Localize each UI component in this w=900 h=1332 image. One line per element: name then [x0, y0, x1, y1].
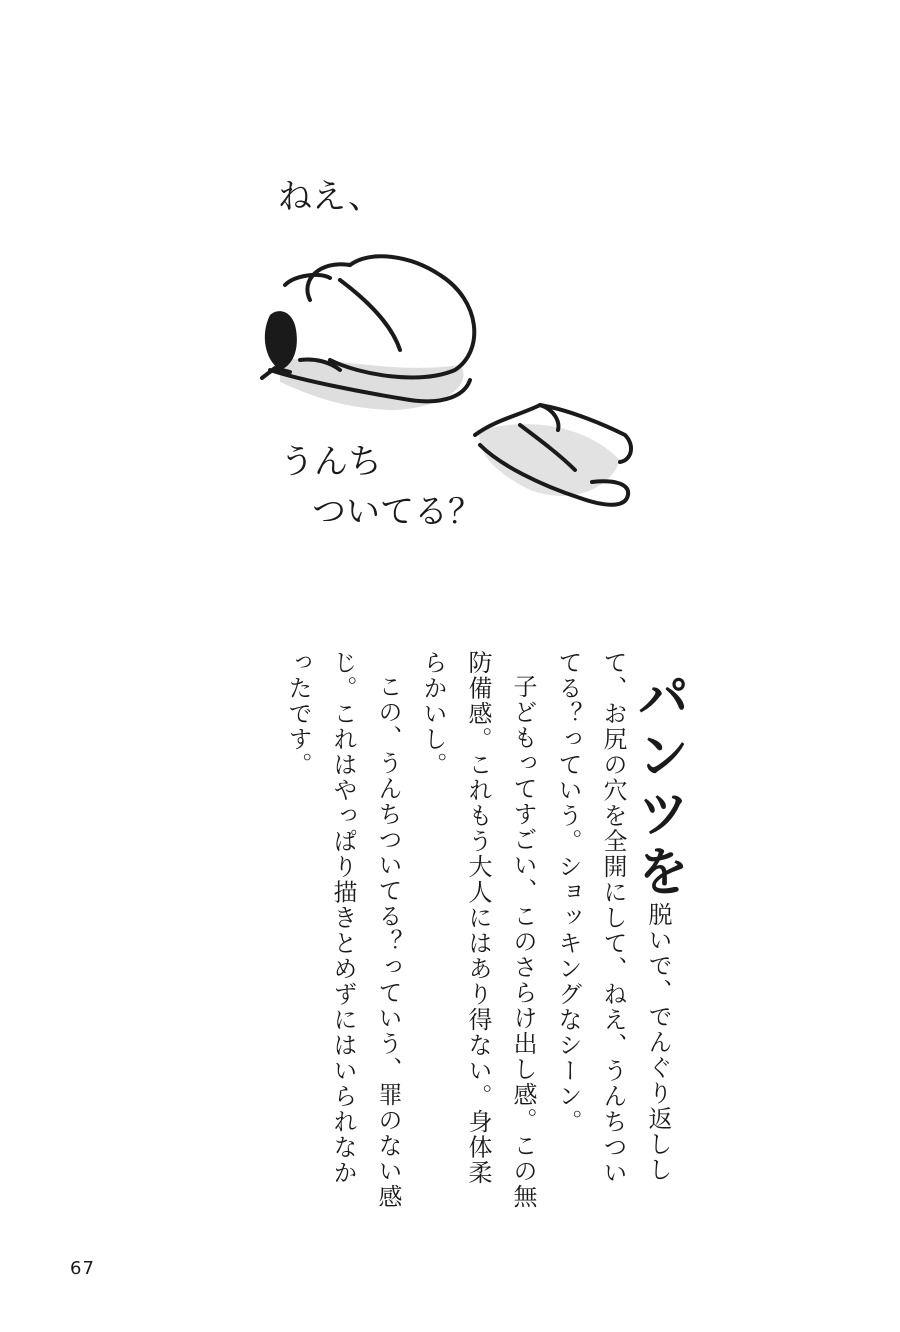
paragraph-1-text: 脱いで、でんぐり返しして、お尻の穴を全開にして、ねえ、うんちついてる？っていう。ショッキングなシーン。 [554, 650, 672, 1186]
speech-top: ねえ、 [278, 177, 383, 217]
lead-word: パンツを [628, 670, 688, 902]
speech-line-1: うんち [280, 442, 382, 482]
speech-line-2: ついてる？ [312, 492, 482, 532]
essay-text [230, 650, 688, 1210]
bottom-outline [330, 256, 474, 377]
paragraph-3: この、うんちついてる？っていう、罪のない感じ。これはやっぱり描きとめずにはいられなかったです。 [284, 650, 402, 1210]
paragraph-1 [545, 650, 688, 1210]
page-number: 67 [70, 1258, 95, 1279]
leg-crease [340, 280, 400, 350]
paragraph-2: 子どもってすごい、このさらけ出し感。この無防備感。これもう大人にはあり得ない。身体柔らかいし。 [419, 650, 537, 1210]
